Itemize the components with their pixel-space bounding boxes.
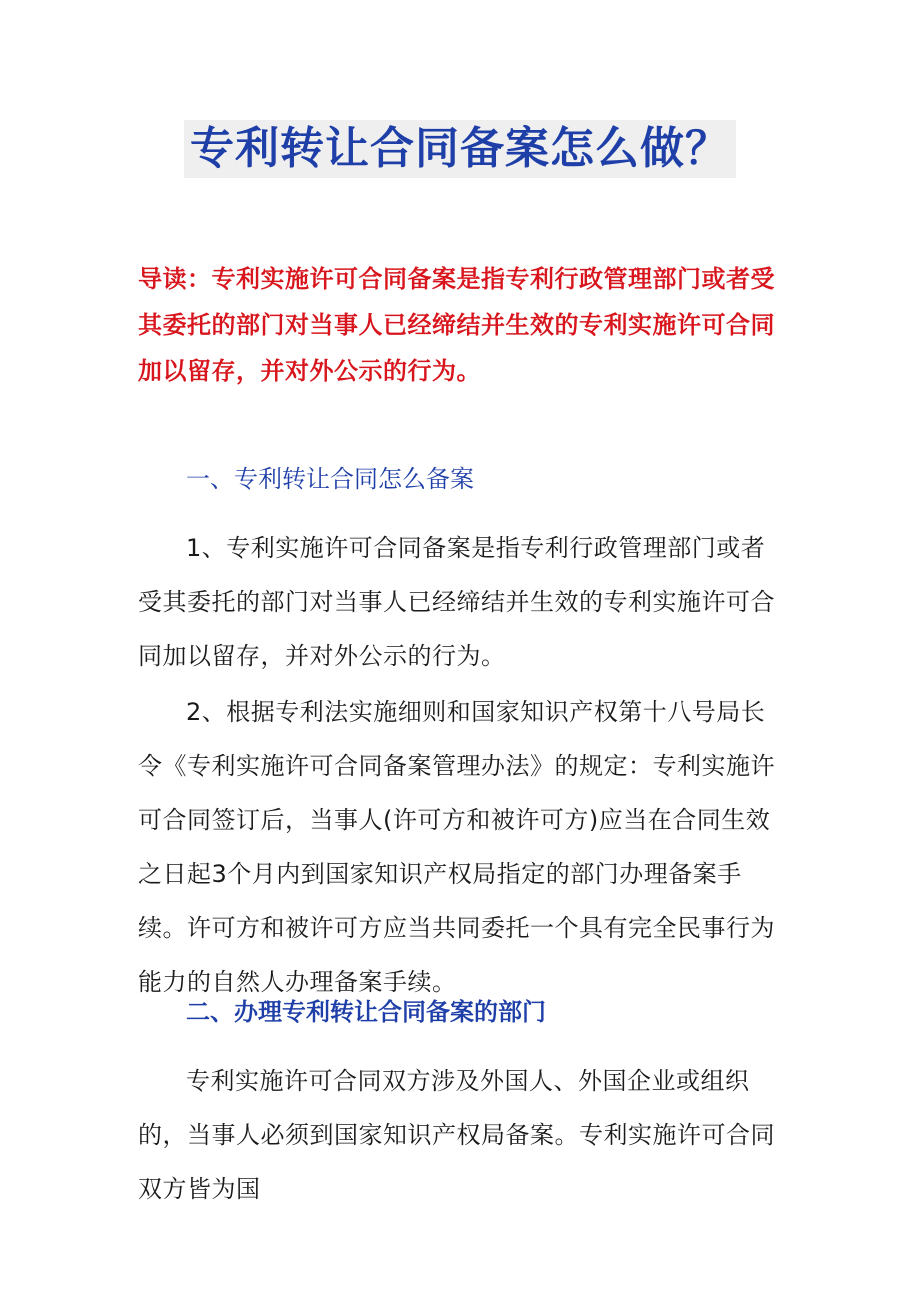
page-title: 专利转让合同备案怎么做？ <box>184 120 736 178</box>
section-2-heading: 二、办理专利转让合同备案的部门 <box>186 998 546 1026</box>
section-1-paragraph-1: 1、专利实施许可合同备案是指专利行政管理部门或者受其委托的部门对当事人已经缔结并生效的专利实施许可合同加以留存，并对外公示的行为。 <box>138 534 775 670</box>
title-container <box>0 120 920 178</box>
lead-summary: 导读：专利实施许可合同备案是指专利行政管理部门或者受其委托的部门对当事人已经缔结并生效的专利实施许可合同加以留存，并对外公示的行为。 <box>138 265 775 385</box>
section-1-heading: 一、专利转让合同怎么备案 <box>186 465 474 493</box>
section-2-paragraph-1: 专利实施许可合同双方涉及外国人、外国企业或组织的，当事人必须到国家知识产权局备案。专利实施许可合同双方皆为国 <box>138 1067 775 1203</box>
section-1-paragraph-2: 2、根据专利法实施细则和国家知识产权第十八号局长令《专利实施许可合同备案管理办法》的规定：专利实施许可合同签订后，当事人(许可方和被许可方)应当在合同生效之日起3个月内到国家知识产权局指定的部门办理备案手续。许可方和被许可方应当共同委托一个具有完全民事行为能力的自然人办理备案手续。 <box>138 698 775 996</box>
